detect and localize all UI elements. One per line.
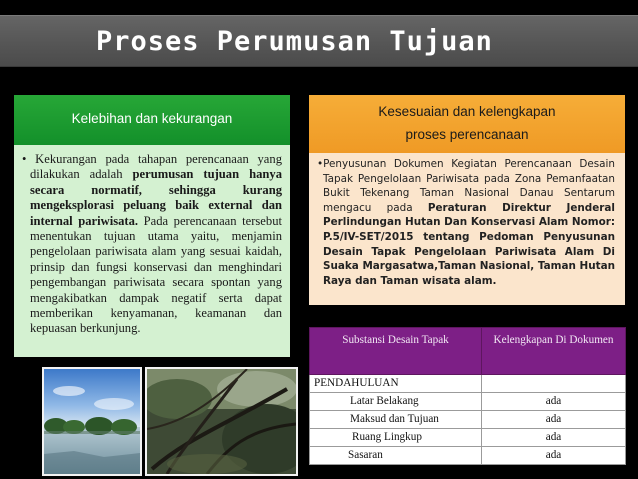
table-cell-status: ada [482,411,626,429]
right-panel-header [309,95,625,153]
forest-branches-photo [145,367,298,476]
bullet-icon: • [317,158,324,170]
table-cell-item: Sasaran [310,447,482,465]
table-row [310,393,626,411]
right-text-seg1: Penyusunan Dokumen Kegiatan Perencanaan Desain Tapak Pengelolaan Pariwisata pada Zona Pemanfaatan Bukit Tekenang Taman Nasional Danau Sentarum mengacu pada [323,158,615,214]
table-cell-item: Latar Belakang [310,393,482,411]
forest-branches-image [147,369,296,474]
left-text-seg2: Pada perencanaan tersebut menentukan tujuan utama yaitu, menjamin pengelolaan pariwisata alam yang sesuai kaidah, prinsip dan fungsi konservasi dan menghindari pengembangan pariwisata secara spontan yang mengakibatkan dampak negatif serta dapat memberikan kenyamanan, keamanan dan kepuasan berkunjung. [30,213,282,336]
table-row [310,375,626,393]
table-header-substansi: Substansi Desain Tapak [310,328,482,375]
lake-mangrove-photo [42,367,142,476]
table-row [310,411,626,429]
table-cell-item: Ruang Lingkup [310,429,482,447]
table-row [310,447,626,465]
left-panel-header-label: Kelebihan dan kekurangan [71,111,233,126]
left-text-seg1: Kekurangan pada tahapan perencanaan yang dilakukan adalah [26,152,282,182]
right-panel-header-line2: proses perencanaan [405,127,529,142]
right-text-bold1: Peraturan Direktur Jenderal Perlindungan Hutan Dan Konservasi Alam Nomor: P.5/IV-SET/2015 tentang Pedoman Penyusunan Desain Tapak Pengelolaan Pariwisata Alam Di Suaka Margasatwa,Taman Nasional, Taman Hutan Raya dan Taman wisata alam. [323,201,615,287]
right-panel-body [309,153,625,305]
lake-mangrove-image [44,369,140,474]
table-cell-status [482,375,626,393]
table-cell-item: PENDAHULUAN [310,375,482,393]
table-cell-status: ada [482,447,626,465]
left-panel-paragraph [22,152,282,337]
substansi-table [309,327,625,465]
bullet-icon: • [22,152,27,166]
right-panel-header-line1: Kesesuaian dan kelengkapan [378,104,556,119]
left-panel-body [14,145,290,357]
left-text-bold1: perumusan tujuan hanya secara normatif, sehingga kurang mengeksplorasi peluang baik external dan internal pariwisata. [30,167,283,228]
slide-title: Proses Perumusan Tujuan [96,26,493,57]
table-cell-status: ada [482,429,626,447]
right-panel-paragraph [317,157,615,288]
table-cell-item: Maksud dan Tujuan [310,411,482,429]
table-header-row [310,328,626,375]
left-panel-header [14,95,290,145]
table-header-kelengkapan: Kelengkapan Di Dokumen [482,328,626,375]
table-row [310,429,626,447]
table-cell-status: ada [482,393,626,411]
